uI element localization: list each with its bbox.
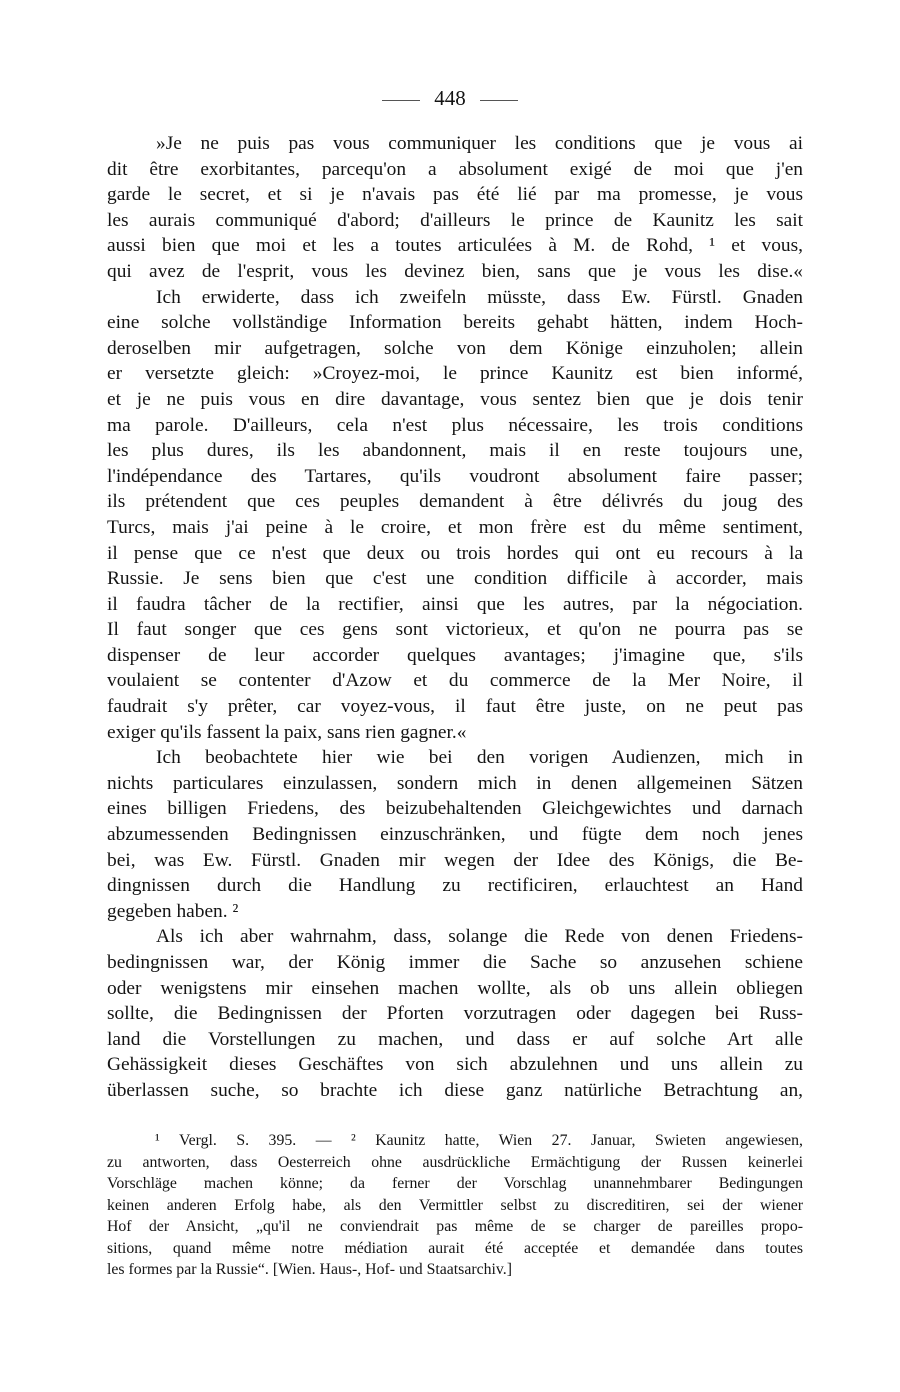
body-line: exiger qu'ils fassent la paix, sans rien gagner.«: [107, 721, 467, 743]
footnote-line: keinen anderen Erfolg habe, als den Vermittler selbst zu discreditiren, sei der wiener: [107, 1196, 803, 1214]
footnote-line: les formes par la Russie“. [Wien. Haus-, Hof- und Staatsarchiv.]: [107, 1261, 512, 1278]
body-line: sollte, die Bedingnissen der Pforten vorzutragen oder dagegen bei Russ-: [107, 1003, 803, 1025]
body-line: überlassen suche, so brachte ich diese ganz natürliche Betrachtung an,: [107, 1079, 803, 1101]
body-line: Gehässigkeit dieses Geschäftes von sich abzulehnen und uns allein zu: [107, 1054, 803, 1076]
body-line: l'indépendance des Tartares, qu'ils voudront absolument faire passer;: [107, 465, 803, 487]
page-number: 448: [434, 86, 466, 110]
body-line: eine solche vollständige Information bereits gehabt hätten, indem Hoch-: [107, 312, 803, 334]
body-line: aussi bien que moi et les a toutes articulées à M. de Rohd, ¹ et vous,: [107, 235, 803, 257]
body-line: abzumessenden Bedingnissen einzuschränken, und fügte dem noch jenes: [107, 824, 803, 846]
body-line: ma parole. D'ailleurs, cela n'est plus nécessaire, les trois conditions: [107, 414, 803, 436]
body-line: garde le secret, et si je n'avais pas été lié par ma promesse, je vous: [107, 184, 803, 206]
body-line: il faudra tâcher de la rectifier, ainsi que les autres, par la négociation.: [107, 593, 803, 615]
body-line: Il faut songer que ces gens sont victorieux, et qu'on ne pourra pas se: [107, 619, 803, 641]
body-line: gegeben haben. ²: [107, 900, 239, 922]
body-line: Ich erwiderte, dass ich zweifeln müsste, dass Ew. Fürstl. Gnaden: [156, 286, 803, 308]
body-line: dit être exorbitantes, parcequ'on a absolument exigé de moi que j'en: [107, 158, 803, 180]
footnote-line: zu antworten, dass Oesterreich ohne ausdrückliche Ermächtigung der Russen keinerlei: [107, 1153, 803, 1171]
footnote-line: Vorschläge machen könne; da ferner der Vorschlag unannehmbarer Bedingungen: [107, 1175, 803, 1192]
page-header: [0, 86, 900, 110]
body-line: faudrait s'y prêter, car voyez-vous, il faut être juste, on ne peut pas: [107, 696, 803, 718]
body-line: Russie. Je sens bien que c'est une condition difficile à accorder, mais: [107, 568, 803, 590]
body-line: dingnissen durch die Handlung zu rectificiren, erlauchtest an Hand: [107, 875, 803, 897]
body-text: [107, 131, 803, 1104]
footnote-line: Hof der Ansicht, „qu'il ne conviendrait pas même de se charger de pareilles propo-: [107, 1218, 803, 1235]
body-line: bedingnissen war, der König immer die Sache so anzusehen schiene: [107, 952, 803, 973]
body-line: qui avez de l'esprit, vous les devinez bien, sans que je vous les dise.«: [107, 260, 803, 282]
header-dash-left: [382, 100, 420, 101]
body-line: nichts particulares einzulassen, sondern mich in denen allgemeinen Sätzen: [107, 772, 803, 794]
body-line: Turcs, mais j'ai peine à le croire, et mon frère est du même sentiment,: [107, 516, 803, 538]
body-line: Als ich aber wahrnahm, dass, solange die Rede von denen Friedens-: [156, 926, 803, 948]
footnote-line: sitions, quand même notre médiation aurait été acceptée et demandée dans toutes: [107, 1239, 803, 1257]
body-line: land die Vorstellungen zu machen, und dass er auf solche Art alle: [107, 1028, 803, 1050]
body-line: eines billigen Friedens, des beizubehaltenden Gleichgewichtes und darnach: [107, 798, 803, 820]
footnotes: [107, 1130, 803, 1281]
header-dash-right: [480, 100, 518, 101]
body-line: il pense que ce n'est que deux ou trois hordes qui ont eu recours à la: [107, 542, 803, 564]
body-line: deroselben mir aufgetragen, solche von dem Könige einzuholen; allein: [107, 337, 803, 359]
body-line: et je ne puis vous en dire davantage, vous sentez bien que je dois tenir: [107, 388, 803, 410]
body-line: ils prétendent que ces peuples demandent à être délivrés du joug des: [107, 491, 803, 513]
body-line: les aurais communiqué d'abord; d'ailleurs le prince de Kaunitz les sait: [107, 209, 803, 231]
body-line: Ich beobachtete hier wie bei den vorigen Audienzen, mich in: [156, 747, 803, 769]
body-line: er versetzte gleich: »Croyez-moi, le prince Kaunitz est bien informé,: [107, 363, 803, 385]
body-line: oder wenigstens mir einsehen machen wollte, als ob uns allein obliegen: [107, 977, 803, 999]
body-line: bei, was Ew. Fürstl. Gnaden mir wegen der Idee des Königs, die Be-: [107, 849, 803, 871]
body-line: »Je ne puis pas vous communiquer les conditions que je vous ai: [156, 133, 803, 154]
body-line: dispenser de leur accorder quelques avantages; j'imagine que, s'ils: [107, 644, 803, 666]
body-line: les plus dures, ils les abandonnent, mais il en reste toujours une,: [107, 440, 803, 462]
footnote-line: ¹ Vergl. S. 395. — ² Kaunitz hatte, Wien 27. Januar, Swieten angewiesen,: [155, 1132, 803, 1149]
body-line: voulaient se contenter d'Azow et du commerce de la Mer Noire, il: [107, 670, 803, 692]
